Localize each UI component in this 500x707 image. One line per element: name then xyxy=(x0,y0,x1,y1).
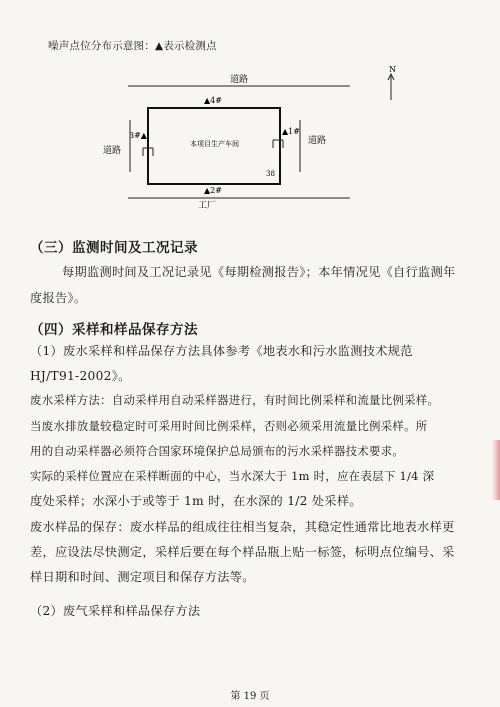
section-4-line-8: 废水样品的保存：废水样品的组成往往相当复杂，其稳定性通常比地表水样更 xyxy=(30,520,455,534)
road-left-label: 道路 xyxy=(103,146,122,156)
section-4-line-11: （2）废气采样和样品保存方法 xyxy=(30,604,201,618)
point-2-label: ▲2# xyxy=(204,186,222,195)
section-4-heading: （四）采样和样品保存方法 xyxy=(30,322,198,338)
right-gate-icon xyxy=(273,140,283,148)
section-3-heading: （三）监测时间及工况记录 xyxy=(30,240,198,256)
point-1-label: ▲1# xyxy=(282,127,300,136)
noise-monitoring-diagram xyxy=(0,0,500,225)
section-4-line-2: HJ/T91-2002》。 xyxy=(30,369,131,383)
page-number: 第 19 页 xyxy=(230,691,270,702)
edge-stain xyxy=(492,440,500,500)
section-4-line-6: 实际的采样位置应在采样断面的中心，当水深大于 1m 时，应在表层下 1/4 深 xyxy=(30,469,435,483)
section-4-line-3: 废水采样方法：自动采样用自动采样器进行，有时间比例采样和流量比例采样。 xyxy=(30,393,440,407)
section-4-line-7: 度处采样；水深小于或等于 1m 时，在水深的 1/2 处采样。 xyxy=(30,494,362,508)
section-3-line-2: 度报告》。 xyxy=(30,291,87,305)
factory-label: 工厂 xyxy=(198,201,217,211)
building-label: 本项目生产车间 xyxy=(190,140,239,148)
section-3-line-1: 每期监测时间及工况记录见《每期检测报告》；本年情况见《自行监测年 xyxy=(62,265,456,279)
diagram-caption: 噪声点位分布示意图：▲表示检测点 xyxy=(48,40,217,52)
section-4-line-4: 当废水排放量较稳定时可采用时间比例采样，否则必须采用流量比例采样。所 xyxy=(30,419,428,433)
point-3-label: 3#▲ xyxy=(129,131,147,140)
road-top-label: 道路 xyxy=(230,75,249,85)
section-4-line-10: 样日期和时间、测定项目和保存方法等。 xyxy=(30,570,255,584)
gate-mark-label: 38 xyxy=(266,170,275,178)
section-4-line-9: 差，应设法尽快测定，采样后要在每个样品瓶上贴一标签，标明点位编号、采 xyxy=(30,545,455,559)
north-label: N xyxy=(389,65,396,74)
point-4-label: ▲4# xyxy=(204,96,222,105)
road-right-label: 道路 xyxy=(308,136,327,146)
section-4-line-5: 用的自动采样器必须符合国家环境保护总局颁布的污水采样器技术要求。 xyxy=(30,444,405,458)
section-4-line-1: （1）废水采样和样品保存方法具体参考《地表水和污水监测技术规范 xyxy=(30,344,413,358)
